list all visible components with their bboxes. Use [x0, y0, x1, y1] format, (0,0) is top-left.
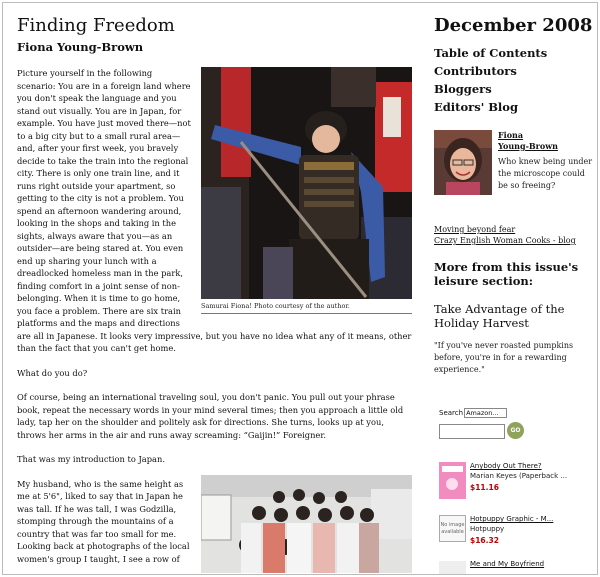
product-title[interactable]: Anybody Out There? [470, 462, 542, 470]
search-scope-select[interactable]: Amazon... [464, 408, 507, 418]
nav-table-of-contents[interactable]: Table of Contents [434, 46, 548, 60]
link-moving-beyond-fear[interactable]: Moving beyond fear [434, 225, 516, 234]
product-author: Hotpuppy [470, 525, 505, 533]
product-item [439, 515, 589, 547]
product-item [439, 560, 589, 574]
article-author: Fiona Young-Brown [17, 40, 144, 54]
amazon-search-row [439, 408, 507, 418]
author-profile [434, 130, 594, 202]
samurai-photo[interactable] [201, 67, 412, 299]
article-paragraph: What do you do? [17, 367, 88, 378]
product-thumbnail[interactable] [439, 462, 466, 499]
womens-group-photo[interactable] [201, 475, 412, 573]
product-author: Marian Keyes (Paperback ... [470, 472, 568, 480]
feature-quote: "If you've never roasted pumpkins before, you're in for a rewarding experience." [434, 341, 574, 374]
no-image-placeholder: No image available [439, 515, 466, 542]
amazon-search-input[interactable] [439, 424, 505, 439]
page-frame [2, 2, 598, 575]
link-cooks-blog[interactable]: Crazy English Woman Cooks - blog [434, 236, 576, 245]
article-paragraph: Of course, being an international traveling soul, you don't panic. You pull out your phrase book, repeat the necessary words in your mind several times; then you approach a little old lady, tap her on the shoulder and politely ask for directions. She turns, looks up at you, throws her arms in the air and runs away screaming: “Gaijin!” Foreigner. [17, 392, 404, 440]
avatar-illustration [434, 130, 492, 195]
issue-month-heading: December 2008 [434, 15, 593, 36]
nav-contributors[interactable]: Contributors [434, 64, 517, 78]
samurai-photo-illustration [201, 67, 412, 299]
author-avatar[interactable] [434, 130, 492, 195]
group-photo-illustration [201, 475, 412, 573]
photo-caption: Samurai Fiona! Photo courtesy of the author. [201, 299, 412, 314]
article-paragraph: My husband, who is the same height as me at 5'6", liked to say that in Japan he was tall. If he was tall, I was Godzilla, stomping through the mountains of a country that was far too small for me. Looking back at photographs of the local women's group I taught, I see a row of [17, 478, 190, 564]
product-item [439, 462, 589, 502]
product-thumbnail[interactable] [439, 515, 466, 552]
nav-bloggers[interactable]: Bloggers [434, 82, 492, 96]
article-paragraph: Picture yourself in the following scenario: You are in a foreign land where you don't speak the language and you stand out visually. You are in Japan, for example. You have just moved there—not to a big city but to a small rural area—and, after your first week, you bravely decide to take the train into the regional city. There is only one train line, and it runs right outside your apartment, so getting to the city is not a problem. You spend an afternoon wandering around, looking in the shops and taking in the sights, always aware that you—as an outsider—are being stared at. You even end up sharing your lunch with a dreadlocked homeless man in the park, finding comfort in a joint sense of non-belonging. When it is time to go home, you face a problem. There are six train platforms and the maps and directions are all in Japanese. It looks very impressive, but you have no idea what any of it means, other than the fact that you can't get home. [17, 68, 412, 353]
book-cover-icon [439, 462, 466, 499]
search-label: Search [439, 409, 464, 417]
search-go-button[interactable]: GO [507, 422, 524, 439]
womens-group-photo-figure [201, 475, 412, 573]
more-from-issue-heading: More from this issue's leisure section: [434, 260, 579, 288]
product-title[interactable]: Me and My Boyfriend [470, 560, 545, 568]
sidebar [434, 15, 594, 568]
author-links [434, 224, 594, 246]
product-image-icon [439, 561, 466, 574]
product-title[interactable]: Hotpuppy Graphic - M... [470, 515, 554, 523]
issue-nav [434, 44, 594, 116]
feature-title-link[interactable]: Take Advantage of the Holiday Harvest [434, 302, 565, 330]
product-price: $16.32 [470, 536, 499, 545]
samurai-photo-figure [201, 67, 412, 314]
product-price: $11.16 [470, 483, 499, 492]
author-last-name: Young-Brown [498, 141, 558, 151]
author-first-name: Fiona [498, 130, 524, 140]
article-title: Finding Freedom [17, 15, 175, 36]
article-paragraph: That was my introduction to Japan. [17, 454, 165, 464]
product-thumbnail[interactable] [439, 560, 466, 574]
article-column [17, 15, 412, 575]
nav-editors-blog[interactable]: Editors' Blog [434, 100, 519, 114]
author-bio: Who knew being under the microscope could be so freeing? [498, 157, 593, 190]
